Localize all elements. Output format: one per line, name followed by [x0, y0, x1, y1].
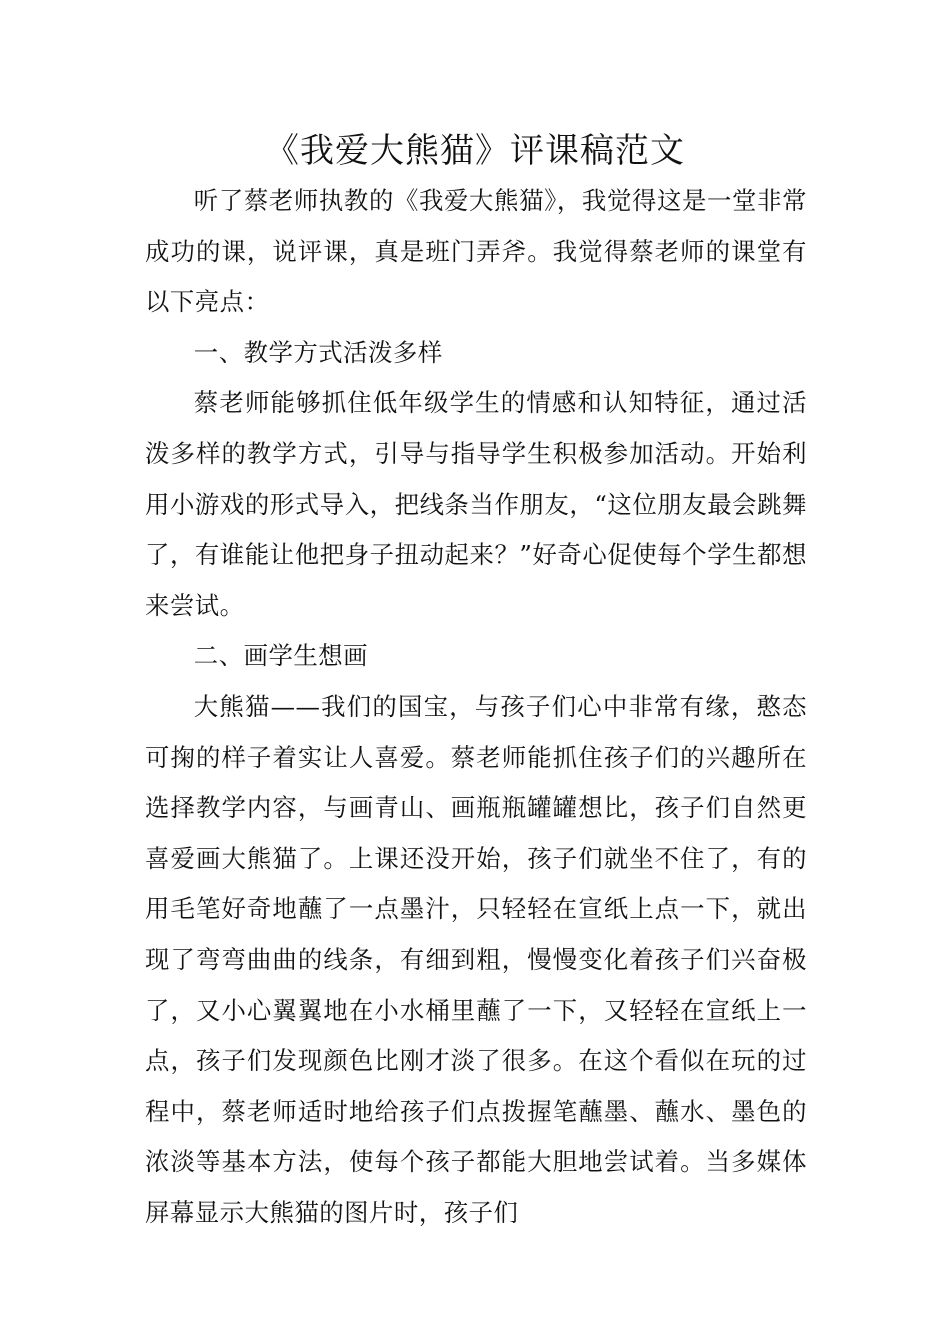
- section-heading-2: 二、画学生想画: [193, 641, 369, 671]
- paragraph-section-1: 蔡老师能够抓住低年级学生的情感和认知特征，通过活泼多样的教学方式，引导与指导学生积极参加活动。开始利用小游戏的形式导入，把线条当作朋友，“这位朋友最会跳舞了，有谁能让他把身子扭动起来？”好奇心促使每个学生都想来尝试。: [145, 388, 807, 620]
- document-body: [145, 176, 807, 1238]
- section-heading-1: 一、教学方式活泼多样: [193, 337, 443, 367]
- paragraph-section-2: 大熊猫——我们的国宝，与孩子们心中非常有缘，憨态可掬的样子着实让人喜爱。蔡老师能抓住孩子们的兴趣所在选择教学内容，与画青山、画瓶瓶罐罐想比，孩子们自然更喜爱画大熊猫了。上课还没开始，孩子们就坐不住了，有的用毛笔好奇地蘸了一点墨汁，只轻轻在宣纸上点一下，就出现了弯弯曲曲的线条，有细到粗，慢慢变化着孩子们兴奋极了，又小心翼翼地在小水桶里蘸了一下，又轻轻在宣纸上一点，孩子们发现颜色比刚才淡了很多。在这个看似在玩的过程中，蔡老师适时地给孩子们点拨握笔蘸墨、蘸水、墨色的浓淡等基本方法，使每个孩子都能大胆地尝试着。当多媒体屏幕显示大熊猫的图片时，孩子们: [145, 691, 807, 1227]
- document-title: 《我爱大熊猫》评课稿范文: [265, 131, 685, 171]
- paragraph-intro: 听了蔡老师执教的《我爱大熊猫》，我觉得这是一堂非常成功的课，说评课，真是班门弄斧。我觉得蔡老师的课堂有以下亮点：: [145, 186, 807, 317]
